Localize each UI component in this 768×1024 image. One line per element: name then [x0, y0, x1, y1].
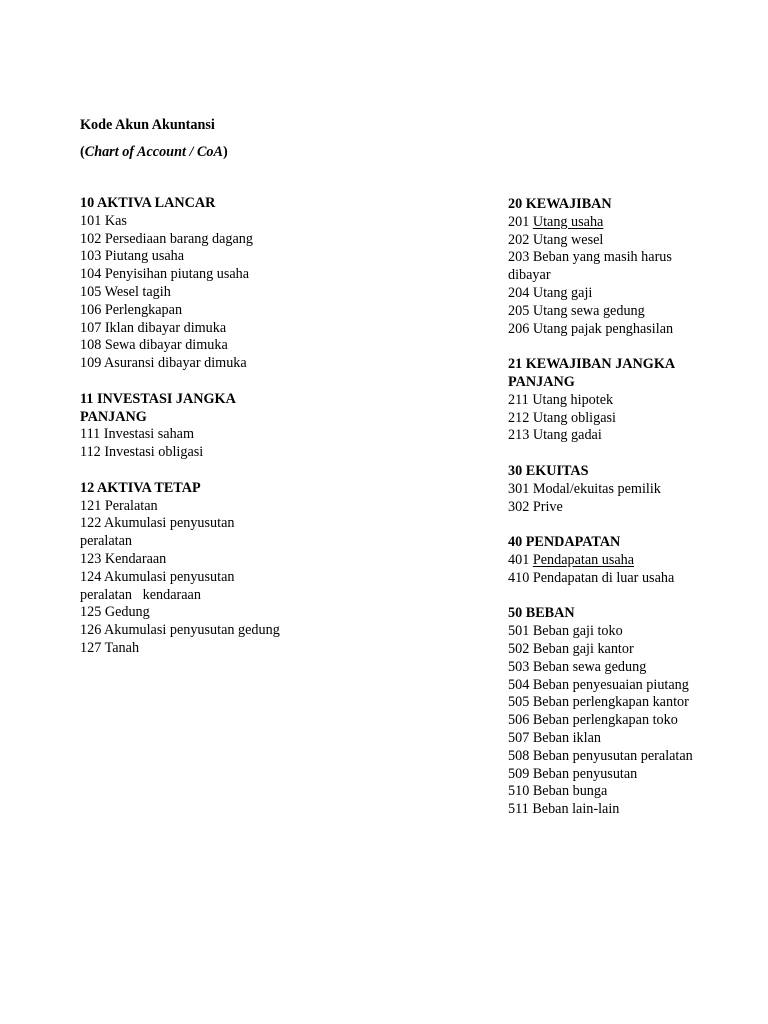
account-line-511 [508, 801, 694, 819]
account-name: Tanah [104, 639, 140, 656]
account-name: Beban penyesuaian piutang [532, 676, 689, 693]
account-code: 201 [508, 213, 530, 230]
account-section-10-aktiva-lancar [80, 195, 280, 373]
account-code: 504 [508, 676, 530, 693]
account-line-507 [508, 730, 694, 748]
account-name: Beban yang masih harus dibayar [508, 249, 672, 284]
account-code: 112 [80, 444, 101, 461]
account-code: 213 [508, 427, 530, 444]
account-line-410 [508, 570, 694, 588]
account-name: Modal/ekuitas pemilik [532, 480, 661, 497]
left-column [80, 195, 280, 676]
account-line-125 [80, 604, 280, 622]
document-subtitle [80, 144, 228, 162]
account-code: 510 [508, 783, 530, 800]
account-name: Beban lain-lain [532, 801, 620, 818]
account-code: 127 [80, 639, 102, 656]
account-line-502 [508, 641, 694, 659]
account-name: Akumulasi penyusutan peralatan [80, 515, 235, 550]
account-code: 124 [80, 568, 102, 585]
account-name: Beban perlengkapan kantor [532, 694, 689, 711]
account-code: 101 [80, 212, 102, 229]
account-code: 503 [508, 658, 530, 675]
account-line-302 [508, 499, 694, 517]
account-code: 506 [508, 712, 530, 729]
account-line-510 [508, 783, 694, 801]
account-name: Pendapatan usaha [532, 551, 635, 568]
account-code: 502 [508, 640, 530, 657]
account-code: 410 [508, 569, 530, 586]
section-heading: 12 AKTIVA TETAP [80, 479, 201, 496]
account-code: 109 [80, 355, 102, 372]
document-title: Kode Akun Akuntansi [80, 117, 215, 133]
account-section-40-pendapatan [508, 534, 694, 587]
account-line-112 [80, 444, 280, 462]
account-code: 107 [80, 319, 102, 336]
account-code: 206 [508, 320, 530, 337]
account-code: 111 [80, 426, 101, 443]
account-section-12-aktiva-tetap [80, 480, 280, 658]
account-line-508 [508, 748, 694, 766]
account-name: Penyisihan piutang usaha [104, 266, 250, 283]
account-name: Peralatan [104, 497, 158, 514]
account-name: Investasi saham [103, 426, 195, 443]
account-line-201 [508, 214, 694, 232]
subtitle-open-paren: ( [80, 144, 85, 160]
account-name: Utang sewa gedung [532, 302, 645, 319]
section-heading: 30 EKUITAS [508, 462, 589, 479]
account-line-121 [80, 498, 280, 516]
section-heading: 40 PENDAPATAN [508, 534, 621, 551]
account-name: Persediaan barang dagang [104, 230, 253, 247]
account-line-122 [80, 515, 280, 551]
account-name: Beban sewa gedung [532, 658, 647, 675]
account-name: Akumulasi penyusutan gedung [104, 622, 280, 639]
account-code: 205 [508, 302, 530, 319]
account-line-104 [80, 266, 280, 284]
account-section-50-beban [508, 605, 694, 819]
account-line-101 [80, 213, 280, 231]
account-name: Prive [532, 498, 563, 515]
account-name: Utang usaha [532, 213, 604, 230]
account-line-102 [80, 231, 280, 249]
account-name: Utang wesel [532, 231, 604, 248]
account-code: 125 [80, 604, 102, 621]
account-code: 105 [80, 283, 102, 300]
account-name: Beban penyusutan [532, 765, 638, 782]
account-line-212 [508, 410, 694, 428]
account-name: Sewa dibayar dimuka [104, 337, 228, 354]
account-name: Akumulasi penyusutan peralatan kendaraan [80, 568, 239, 603]
account-code: 126 [80, 622, 102, 639]
section-heading: 50 BEBAN [508, 605, 575, 622]
account-line-105 [80, 284, 280, 302]
account-code: 511 [508, 801, 529, 818]
section-heading: 20 KEWAJIBAN [508, 196, 612, 212]
account-code: 203 [508, 249, 530, 266]
account-code: 302 [508, 498, 530, 515]
account-code: 104 [80, 266, 102, 283]
account-code: 202 [508, 231, 530, 248]
right-column [508, 196, 694, 837]
account-section-21-kewajiban-jangka-panjang [508, 356, 694, 445]
account-name: Wesel tagih [104, 283, 171, 300]
account-code: 204 [508, 284, 530, 301]
account-line-126 [80, 622, 280, 640]
account-line-107 [80, 320, 280, 338]
account-line-203 [508, 249, 694, 285]
account-code: 102 [80, 230, 102, 247]
account-name: Pendapatan di luar usaha [532, 569, 675, 586]
account-line-213 [508, 427, 694, 445]
account-code: 505 [508, 694, 530, 711]
account-name: Utang pajak penghasilan [532, 320, 674, 337]
account-name: Beban gaji toko [532, 623, 623, 640]
account-name: Utang hipotek [532, 391, 614, 408]
account-section-11-investasi-jangka-panjang [80, 391, 280, 462]
section-heading: 10 AKTIVA LANCAR [80, 195, 216, 211]
account-line-111 [80, 426, 280, 444]
subtitle-italic: Chart of Account / CoA [84, 144, 223, 160]
account-name: Asuransi dibayar dimuka [104, 355, 247, 372]
account-line-206 [508, 321, 694, 339]
account-line-205 [508, 303, 694, 321]
account-line-109 [80, 355, 280, 373]
subtitle-close-paren: ) [222, 144, 228, 160]
section-heading: 21 KEWAJIBAN JANGKA PANJANG [508, 356, 675, 390]
account-line-503 [508, 659, 694, 677]
account-line-106 [80, 302, 280, 320]
account-code: 211 [508, 391, 529, 408]
account-code: 108 [80, 337, 102, 354]
account-line-509 [508, 766, 694, 784]
account-code: 301 [508, 480, 530, 497]
section-heading: 11 INVESTASI JANGKA PANJANG [80, 390, 236, 425]
account-line-127 [80, 640, 280, 658]
account-line-204 [508, 285, 694, 303]
account-line-506 [508, 712, 694, 730]
account-name: Beban bunga [532, 783, 608, 800]
account-section-20-kewajiban [508, 196, 694, 338]
account-code: 501 [508, 623, 530, 640]
account-code: 509 [508, 765, 530, 782]
account-line-301 [508, 481, 694, 499]
account-line-501 [508, 623, 694, 641]
account-name: Iklan dibayar dimuka [104, 319, 227, 336]
account-name: Beban gaji kantor [532, 640, 634, 657]
account-name: Kas [104, 212, 127, 229]
account-code: 123 [80, 550, 102, 567]
account-code: 508 [508, 747, 530, 764]
account-line-202 [508, 232, 694, 250]
account-code: 121 [80, 497, 102, 514]
account-code: 401 [508, 551, 530, 568]
account-code: 103 [80, 248, 102, 265]
account-line-108 [80, 337, 280, 355]
account-line-505 [508, 694, 694, 712]
account-name: Piutang usaha [104, 248, 185, 265]
account-code: 507 [508, 729, 530, 746]
account-section-30-ekuitas [508, 463, 694, 516]
account-line-103 [80, 248, 280, 266]
account-name: Utang obligasi [532, 409, 616, 426]
account-line-124 [80, 569, 280, 605]
account-line-401 [508, 552, 694, 570]
account-name: Beban iklan [532, 729, 601, 746]
account-name: Perlengkapan [104, 301, 183, 318]
account-name: Beban penyusutan peralatan [532, 747, 693, 764]
account-name: Investasi obligasi [104, 444, 204, 461]
account-name: Kendaraan [104, 550, 167, 567]
account-name: Utang gaji [532, 284, 593, 301]
account-line-123 [80, 551, 280, 569]
account-line-211 [508, 392, 694, 410]
account-code: 122 [80, 515, 102, 532]
account-code: 106 [80, 301, 102, 318]
account-name: Gedung [104, 604, 150, 621]
account-name: Utang gadai [532, 427, 602, 444]
account-code: 212 [508, 409, 530, 426]
account-line-504 [508, 677, 694, 695]
account-name: Beban perlengkapan toko [532, 712, 678, 729]
